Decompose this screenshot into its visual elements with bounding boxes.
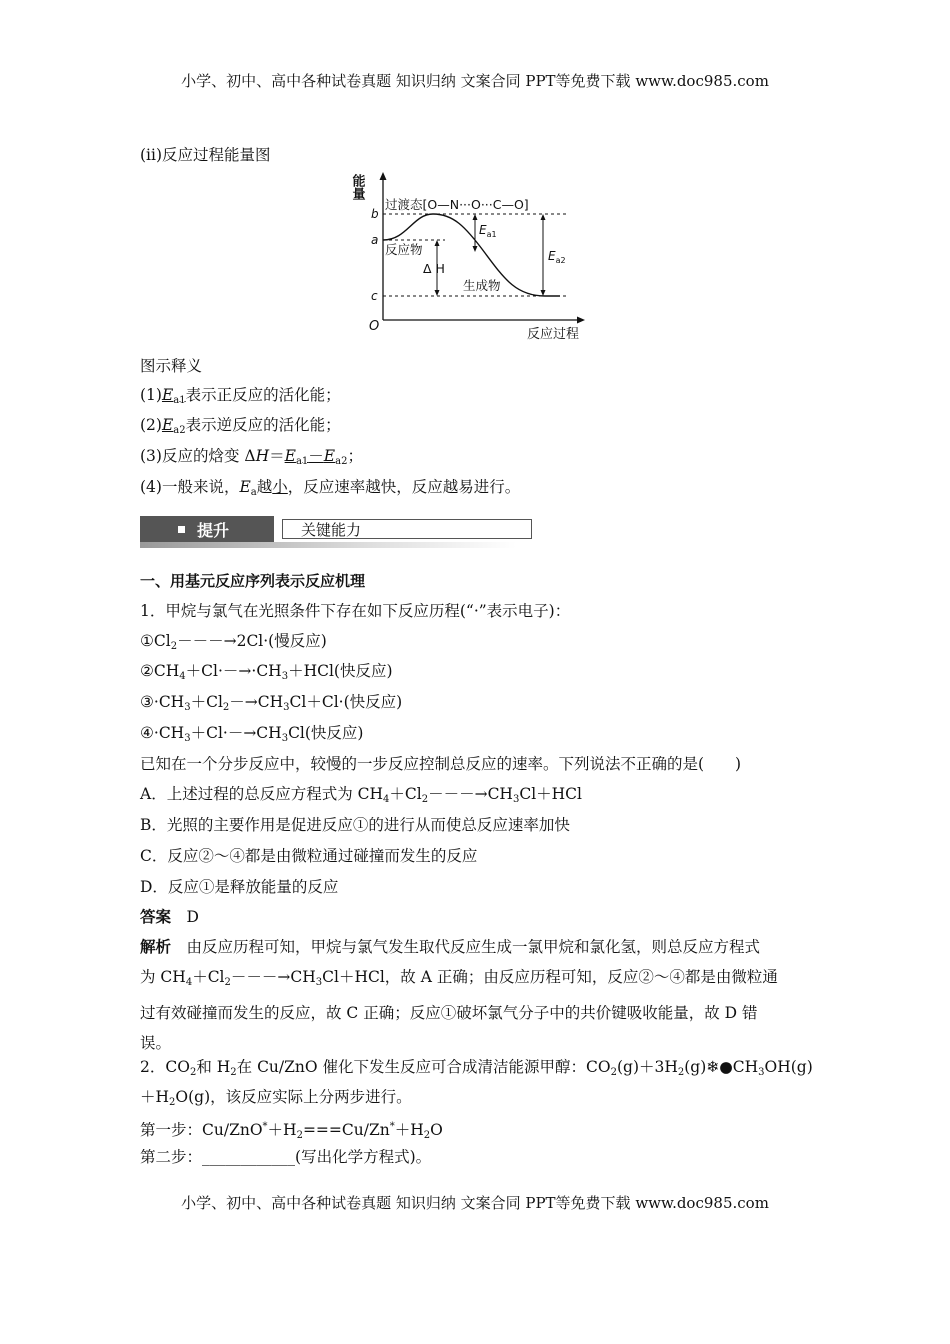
q2-line-2: $+H_2O(g)$，该反应实际上分两步进行。	[140, 1088, 412, 1108]
banner-right: 关键能力	[282, 519, 532, 539]
level-a-label: a	[371, 233, 379, 247]
explanation-item-4: (4)一般来说，$E_a$越小，反应速率越快，反应越易进行。	[140, 478, 521, 498]
svg-text:Ea1	[479, 223, 497, 239]
q1-analysis: 解析 由反应历程可知，甲烷与氯气发生取代反应生成一氯甲烷和氯化氢，则总反应方程式 为 $CH_4+Cl_2---\to CH_3Cl+HCl$，故 A 正确；由反应历程可知，反应②～④都是由微粒通 过有效碰撞而发生的反应，故 C 正确；反应①破坏氯气分子中的共价键吸收能量，故 D 错 误。	[140, 938, 778, 1052]
q1-stem: 1．甲烷与氯气在光照条件下存在如下反应历程(“·”表示电子)：	[140, 602, 571, 620]
q1-known: 已知在一个分步反应中，较慢的一步反应控制总反应的速率。下列说法不正确的是( )	[140, 755, 742, 773]
level-b-label: b	[371, 207, 379, 221]
q2-step-2: 第二步：____________(写出化学方程式)。	[140, 1148, 432, 1166]
square-icon	[178, 526, 185, 533]
q1-step-2: $②CH_4+Cl\cdot-\to\cdot CH_3+HCl$(快反应)	[140, 662, 393, 682]
explanation-item-3: (3)反应的焓变 $\Delta H=E_{a1}-E_{a2}$；	[140, 447, 363, 467]
q1-option-b: B．光照的主要作用是促进反应①的进行从而使总反应速率加快	[140, 816, 570, 834]
page-footer: 小学、初中、高中各种试卷真题 知识归纳 文案合同 PPT等免费下载 www.doc985.com	[181, 1194, 769, 1212]
q1-option-d: D．反应①是释放能量的反应	[140, 878, 339, 896]
q1-option-c: C．反应②～④都是由微粒通过碰撞而发生的反应	[140, 847, 478, 865]
ea1-sub: a1	[486, 230, 497, 239]
delta-h-label: Δ H	[423, 261, 445, 276]
diagram-caption: (ⅱ)反应过程能量图	[140, 146, 271, 164]
q1-step-1: $①Cl_2---\to 2Cl\cdot$(慢反应)	[140, 632, 327, 652]
origin-label: O	[369, 319, 380, 334]
q1-option-a: A．上述过程的总反应方程式为 $CH_4+Cl_2---\to CH_3Cl+HCl$	[140, 785, 582, 805]
q1-step-4: $④\cdot CH_3+Cl\cdot-\to CH_3Cl$(快反应)	[140, 724, 364, 744]
ea1-label: E	[479, 223, 487, 237]
section-title: 一、用基元反应序列表示反应机理	[140, 572, 366, 590]
q1-answer: 答案 D	[140, 908, 199, 926]
ea2-label: E	[548, 249, 556, 263]
q2-step-1: 第一步：$Cu/ZnO^*+H_2===Cu/Zn^*+H_2O$	[140, 1121, 443, 1142]
level-c-label: c	[371, 289, 378, 303]
section-banner	[140, 516, 516, 548]
page-header: 小学、初中、高中各种试卷真题 知识归纳 文案合同 PPT等免费下载 www.doc985.com	[181, 72, 769, 90]
explanation-item-1: $(1)E_{a1}$表示正反应的活化能；	[140, 386, 341, 406]
reactant-label: 反应物	[385, 242, 423, 257]
energy-diagram	[349, 168, 605, 344]
banner-left: 提升	[140, 516, 274, 542]
answer-blank[interactable]: ____________	[202, 1148, 296, 1166]
product-label: 生成物	[463, 278, 501, 293]
explanation-title: 图示释义	[140, 357, 203, 375]
q2-line-1: 2．$CO_2$和 $H_2$在 Cu/ZnO 催化下发生反应可合成清洁能源甲醇：$CO_2(g)+3H_2(g)❄●CH_3OH(g)$	[140, 1058, 813, 1078]
q1-step-3: $③\cdot CH_3+Cl_2-\to CH_3Cl+Cl\cdot$(快反应)	[140, 693, 403, 713]
transition-state-label: 过渡态[O—N···O···C—O]	[385, 197, 529, 212]
ea2-sub: a2	[555, 256, 566, 265]
explanation-item-2: $(2)E_{a2}$表示逆反应的活化能；	[140, 416, 341, 436]
svg-text:Ea2	[548, 249, 566, 265]
x-axis-label: 反应过程	[527, 327, 580, 342]
y-axis-label: 能量	[349, 174, 365, 200]
